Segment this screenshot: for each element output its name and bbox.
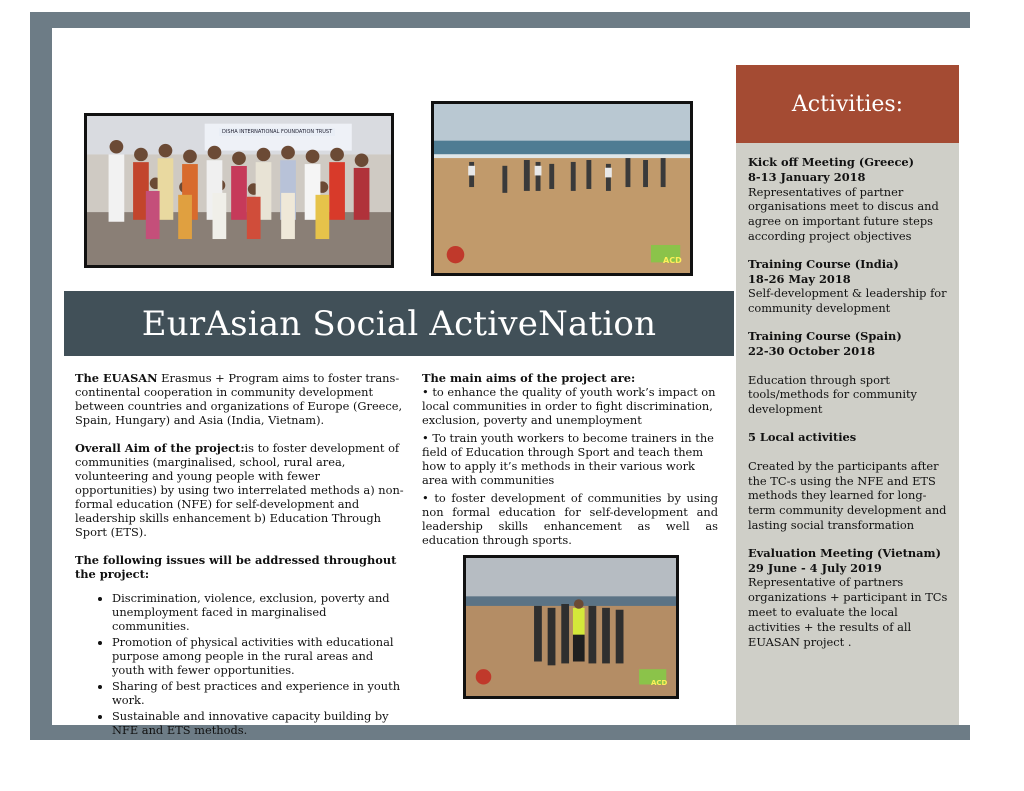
activity-date: 8-13 January 2018 — [748, 169, 866, 184]
activity-title: Training Course (Spain) — [748, 328, 902, 343]
logo-left-icon — [447, 246, 465, 263]
beach-photo-top — [431, 101, 693, 276]
activity-date: 29 June - 4 July 2019 — [748, 560, 882, 575]
activity-description: Self-development & leadership for community development — [748, 286, 947, 316]
activity-kickoff — [748, 155, 953, 244]
activity-date: 18-26 May 2018 — [748, 271, 851, 286]
beach-photo-bottom-image — [466, 558, 676, 696]
intro-text: Erasmus + Program aims to foster trans-continental cooperation in community development between countries and organizations of Europe (Greece, Spain, Hungary) and Asia (India, Vietnam). — [75, 371, 403, 427]
page-title: EurAsian Social ActiveNation — [141, 303, 657, 344]
overall-aim-text: is to foster development of communities (marginalised, school, rural area, volunteering and young people with fewer opportunities) by using two interrelated methods a) non-formal education (NFE) for self-development and leadership skills enhancement b) Education Through Sport (ETS). — [75, 441, 404, 539]
list-item: • Sustainable and innovative capacity building by NFE and ETS methods. — [112, 709, 405, 737]
group-photo — [84, 113, 394, 268]
activity-description: Representative of partners organizations + participant in TCs meet to evaluate the local activities + the results of all EUASAN project . — [748, 575, 948, 649]
group-photo-banner-text: DISHA INTERNATIONAL FOUNDATION TRUST — [219, 128, 335, 136]
issues-heading: The following issues will be addressed throughout the project: — [75, 553, 397, 581]
group-photo-image — [87, 116, 391, 265]
beach-photo-bottom — [463, 555, 679, 699]
list-item: • Discrimination, violence, exclusion, poverty and unemployment faced in marginalised communities. — [112, 591, 405, 633]
overall-aim-bold: Overall Aim of the project: — [75, 441, 245, 455]
activity-title: Evaluation Meeting (Vietnam) — [748, 545, 941, 560]
activities-list — [748, 155, 953, 662]
activity-title: Kick off Meeting (Greece) — [748, 155, 915, 169]
overall-aim-paragraph — [75, 441, 405, 539]
list-item: • to foster development of communities by using non formal education for self-development and leadership skills enhancement as well as education through sports. — [422, 491, 718, 547]
activity-description: Representatives of partner organisations meet to discus and agree on important future steps according project objectives — [748, 184, 939, 243]
middle-column — [422, 371, 718, 551]
activity-evaluation — [748, 546, 953, 650]
activity-training-spain — [748, 329, 953, 417]
activity-title: 5 Local activities — [748, 429, 857, 444]
activity-title: Training Course (India) — [748, 256, 899, 271]
left-column — [75, 371, 405, 739]
list-item: • to enhance the quality of youth work’s impact on local communities in order to fight discrimination, exclusion, poverty and unemployment — [422, 385, 716, 427]
activity-date: 22-30 October 2018 — [748, 343, 875, 358]
list-item: • Promotion of physical activities with educational purpose among people in the rural areas and youth with fewer opportunities. — [112, 635, 405, 677]
intro-paragraph — [75, 371, 405, 427]
logo-left-icon — [476, 669, 492, 684]
activities-heading: Activities: — [791, 91, 904, 117]
list-item: • To train youth workers to become trainers in the field of Education through Sport and teach them how to apply it’s methods in their various work area with communities — [422, 431, 714, 487]
activity-training-india — [748, 257, 953, 316]
activities-heading-box — [736, 65, 959, 143]
activity-description: Created by the participants after the TC-s using the NFE and ETS methods they learned for long-term community development and lasting social transformation — [748, 458, 947, 532]
acd-logo-text: ACD — [651, 679, 668, 687]
issues-list — [75, 591, 405, 737]
title-banner — [64, 291, 734, 356]
aims-heading: The main aims of the project are: — [422, 371, 636, 385]
list-item: • Sharing of best practices and experience in youth work. — [112, 679, 405, 707]
intro-bold: The EUASAN — [75, 371, 158, 385]
activity-local — [748, 430, 953, 533]
acd-logo-text: ACD — [663, 256, 682, 265]
beach-photo-top-image — [434, 104, 690, 273]
activity-description: Education through sport tools/methods for community development — [748, 372, 917, 417]
